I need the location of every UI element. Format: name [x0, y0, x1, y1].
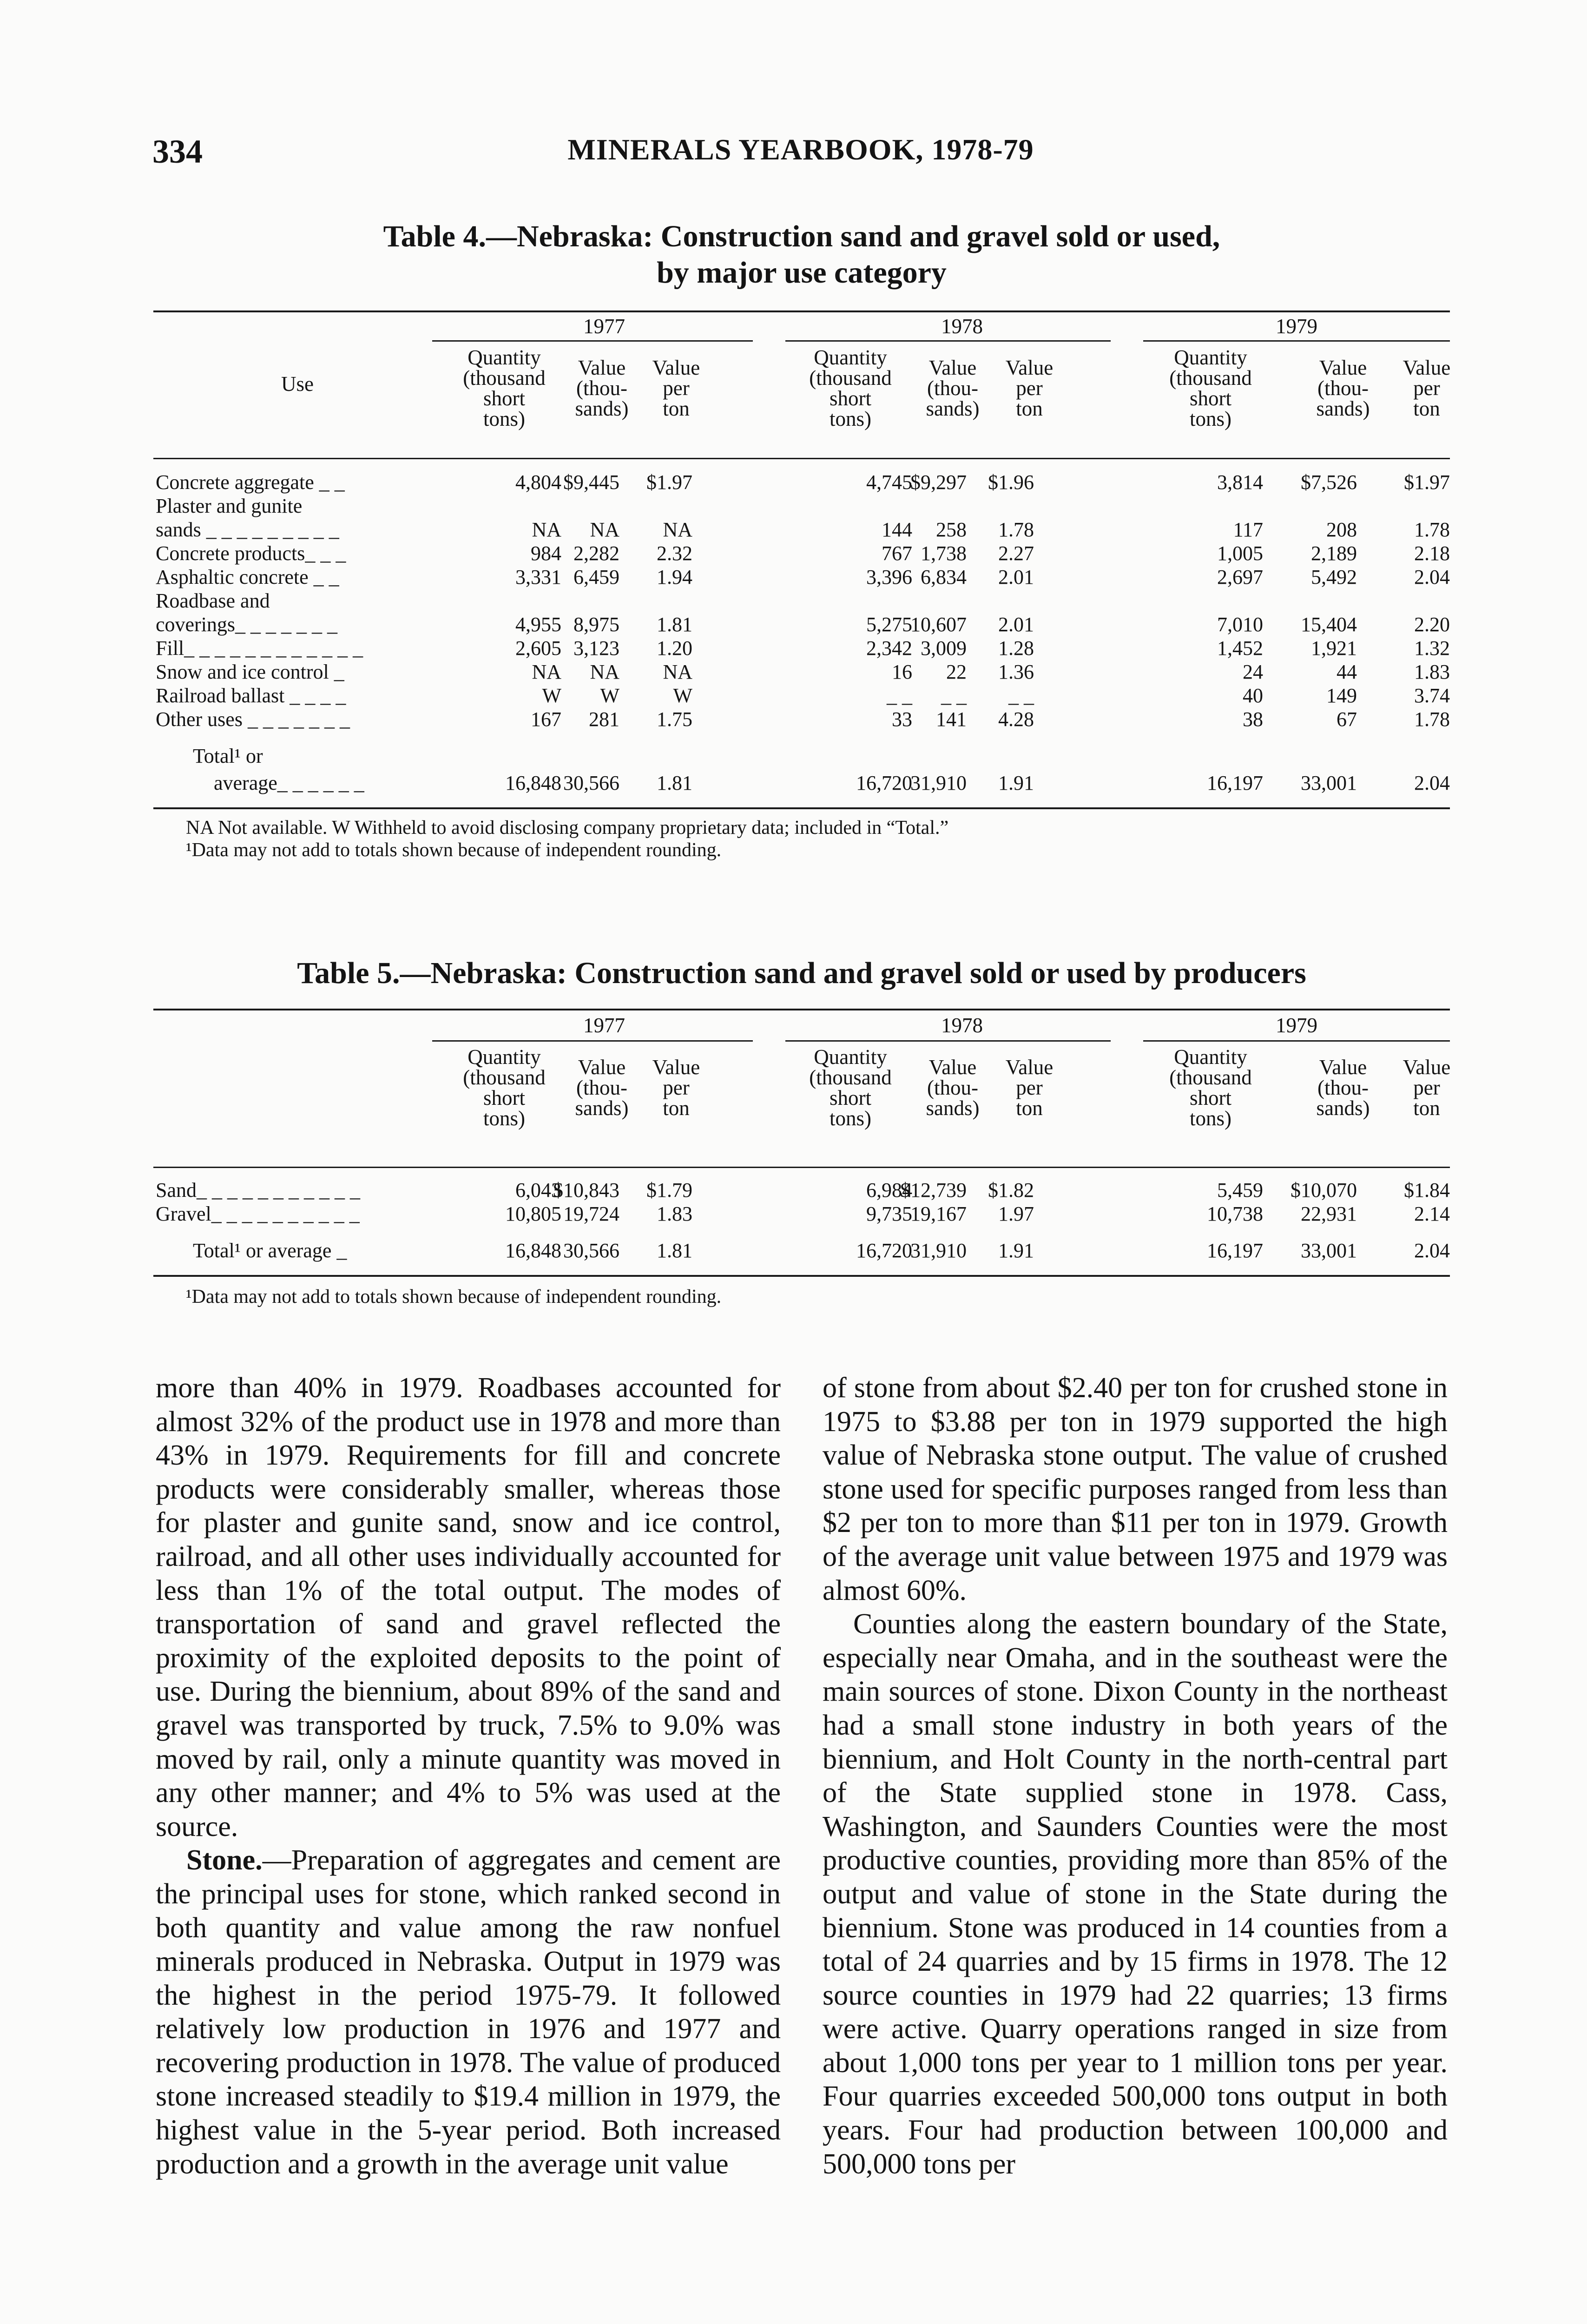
table-cell: 4,804	[515, 471, 561, 494]
table-cell: $1.96	[988, 471, 1034, 494]
column-header-value: Value	[928, 1056, 977, 1079]
row-label: Asphaltic concrete _ _	[156, 566, 339, 588]
column-header-per-ton: Value	[1005, 1056, 1054, 1079]
table5-caption: Table 5.—Nebraska: Construction sand and gravel sold or used by producers	[297, 956, 1306, 990]
column-header-per-ton: Value	[1403, 356, 1451, 379]
table-cell: 1.91	[998, 1239, 1034, 1262]
table-cell: 4,955	[515, 613, 561, 636]
table-cell: 2,605	[515, 637, 561, 660]
table-cell: 16,197	[1207, 772, 1263, 794]
section-lead: Stone.	[186, 1844, 263, 1876]
column-header-per-ton: Value	[652, 1056, 700, 1079]
table-cell: _ _	[941, 684, 967, 707]
table-cell: 1.78	[1414, 708, 1450, 731]
table-cell: 1.75	[657, 708, 692, 731]
table-cell: 1.97	[998, 1202, 1034, 1225]
table-cell: NA	[532, 660, 561, 683]
table-cell: 167	[531, 708, 561, 731]
table-cell: 10,607	[910, 613, 967, 636]
table-cell: 24	[1243, 660, 1263, 683]
column-header-quantity: (thousand	[1169, 1066, 1252, 1089]
page-number: 334	[152, 133, 203, 170]
table-cell: 22,931	[1301, 1202, 1357, 1225]
year-header-1979: 1979	[1276, 315, 1317, 338]
column-header-value: (thou-	[1317, 376, 1369, 400]
table-rule	[153, 1009, 1450, 1010]
table-cell: 208	[1326, 518, 1357, 541]
row-label: Snow and ice control _	[156, 660, 344, 683]
table-cell: 2.27	[998, 542, 1034, 565]
column-header-value: sands)	[1316, 1096, 1370, 1120]
row-label: Plaster and gunite	[156, 495, 303, 517]
table-cell: 16	[892, 660, 912, 683]
table-cell: 1.81	[657, 613, 692, 636]
column-header-per-ton: ton	[663, 1096, 690, 1120]
table-cell: $9,445	[563, 471, 619, 494]
table-cell: 1.20	[657, 637, 692, 660]
paragraph-text: —Preparation of aggregates and cement are the principal uses for stone, which ranked second in both quantity and value among the raw nonfuel minerals produced in Nebraska. Output in 1979 was the highest in the period 1975-79. It followed relatively low production in 1976 and 1977 and recovering production in 1978. The value of produced stone increased steadily to $19.4 million in 1979, the highest value in the 5-year period. Both increased production and a growth in the average unit value	[156, 1844, 781, 2180]
table-cell: 258	[936, 518, 967, 541]
column-header-per-ton: per	[1016, 1076, 1043, 1099]
table-cell: 1.81	[657, 1239, 692, 1262]
row-label: Other uses _ _ _ _ _ _ _	[156, 708, 350, 731]
table-cell: _ _	[1008, 684, 1034, 707]
paragraph	[156, 1843, 781, 2181]
column-header-quantity: short	[1190, 387, 1231, 410]
table-cell: 1.91	[998, 772, 1034, 794]
year-header-1978: 1978	[941, 1014, 983, 1037]
table-cell: 2.01	[998, 566, 1034, 588]
column-header-quantity: (thousand	[463, 1066, 546, 1089]
table-cell: 6,043	[515, 1179, 561, 1202]
table4-footnote: ¹Data may not add to totals shown because of independent rounding.	[186, 839, 722, 861]
table-cell: 31,910	[910, 772, 967, 794]
column-header-per-ton: Value	[652, 356, 700, 379]
table-cell: NA	[590, 660, 619, 683]
table-cell: 2,282	[573, 542, 619, 565]
running-title: MINERALS YEARBOOK, 1978-79	[567, 133, 1034, 166]
table-cell: 7,010	[1217, 613, 1263, 636]
year-header-1979: 1979	[1276, 1014, 1317, 1037]
column-header-quantity: Quantity	[1174, 346, 1247, 369]
table-rule	[785, 1040, 1111, 1042]
column-header-quantity: Quantity	[468, 346, 541, 369]
column-header-per-ton: per	[1413, 1076, 1440, 1099]
column-header-per-ton: ton	[1016, 1096, 1043, 1120]
table-cell: 2.04	[1414, 772, 1450, 794]
column-header-per-ton: ton	[663, 397, 690, 420]
row-label: Roadbase and	[156, 589, 270, 612]
left-text-column	[156, 1371, 781, 2324]
table-rule	[1143, 340, 1450, 342]
paragraph-text: of stone from about $2.40 per ton for crushed stone in 1975 to $3.88 per ton in 1979 supported the high value of Nebraska stone output. The value of crushed stone used for specific purposes ranged from less than $2 per ton to more than $11 per ton in 1979. Growth of the average unit value between 1975 and 1979 was almost 60%.	[823, 1372, 1448, 1606]
column-header-quantity: tons)	[1190, 1107, 1231, 1130]
column-header-value: Value	[928, 356, 977, 379]
table-cell: 1,452	[1217, 637, 1263, 660]
row-label: Sand_ _ _ _ _ _ _ _ _ _ _	[156, 1179, 360, 1202]
table-cell: NA	[532, 518, 561, 541]
row-label: coverings_ _ _ _ _ _ _	[156, 613, 338, 636]
row-label: sands _ _ _ _ _ _ _ _ _	[156, 518, 339, 541]
column-header-value: (thou-	[576, 376, 627, 400]
table-cell: 3.74	[1414, 684, 1450, 707]
table-cell: 1.83	[1414, 660, 1450, 683]
table-cell: $7,526	[1301, 471, 1357, 494]
column-header-value: Value	[1319, 1056, 1367, 1079]
column-header-value: (thou-	[576, 1076, 627, 1099]
table-cell: 5,492	[1311, 566, 1357, 588]
column-header-per-ton: ton	[1413, 1096, 1440, 1120]
table-cell: 2.18	[1414, 542, 1450, 565]
table-cell: 2.04	[1414, 1239, 1450, 1262]
column-header-value: Value	[1319, 356, 1367, 379]
table-cell: 44	[1337, 660, 1357, 683]
paragraph	[823, 1607, 1448, 2181]
table-rule	[1143, 1040, 1450, 1042]
table4-footnote: NA Not available. W Withheld to avoid disclosing company proprietary data; included in “Total.”	[186, 817, 949, 838]
table-cell: 16,848	[505, 772, 561, 794]
total-label: Total¹ or	[193, 745, 263, 767]
column-header-quantity: Quantity	[1174, 1045, 1247, 1069]
table-cell: $1.97	[646, 471, 692, 494]
table-cell: 2.04	[1414, 566, 1450, 588]
table-cell: 1.78	[1414, 518, 1450, 541]
table-rule	[153, 807, 1450, 809]
table-cell: 6,459	[573, 566, 619, 588]
column-header-value: sands)	[926, 1096, 980, 1120]
column-header-per-ton: Value	[1403, 1056, 1451, 1079]
table-cell: 3,331	[515, 566, 561, 588]
column-header-quantity: tons)	[483, 1107, 525, 1130]
table-rule	[153, 1167, 1450, 1168]
table-cell: $9,297	[910, 471, 967, 494]
table-cell: 16,720	[856, 772, 912, 794]
table-cell: 1,005	[1217, 542, 1263, 565]
column-header-value: sands)	[926, 397, 980, 420]
table5-footnote: ¹Data may not add to totals shown because of independent rounding.	[186, 1286, 722, 1307]
table-cell: W	[600, 684, 619, 707]
table-cell: 30,566	[563, 1239, 619, 1262]
table-cell: 149	[1326, 684, 1357, 707]
column-header-value: Value	[578, 356, 626, 379]
table-cell: 5,459	[1217, 1179, 1263, 1202]
table-cell: 2.01	[998, 613, 1034, 636]
table-cell: 1,921	[1311, 637, 1357, 660]
column-header-per-ton: per	[1016, 376, 1043, 400]
column-header-value: sands)	[1316, 397, 1370, 420]
table-cell: 19,167	[910, 1202, 967, 1225]
table-cell: _ _	[887, 684, 912, 707]
table-cell: 40	[1243, 684, 1263, 707]
table-cell: NA	[663, 660, 692, 683]
table-cell: 33,001	[1301, 1239, 1357, 1262]
row-label: Railroad ballast _ _ _ _	[156, 684, 346, 707]
table-cell: $10,070	[1291, 1179, 1357, 1202]
column-header-value: (thou-	[927, 1076, 978, 1099]
column-header-quantity: short	[830, 1086, 871, 1109]
row-label: Gravel_ _ _ _ _ _ _ _ _ _	[156, 1202, 360, 1225]
column-header-per-ton: ton	[1413, 397, 1440, 420]
column-header-quantity: Quantity	[814, 346, 887, 369]
table-cell: 117	[1233, 518, 1263, 541]
column-header-quantity: tons)	[483, 407, 525, 430]
table-cell: 19,724	[563, 1202, 619, 1225]
table-cell: 1.81	[657, 772, 692, 794]
paragraph-text: Counties along the eastern boundary of the State, especially near Omaha, and in the southeast were the main sources of stone. Dixon County in the northeast had a small stone industry in both years of the biennium, and Holt County in the north-central part of the State supplied stone in 1978. Cass, Washington, and Saunders Counties were the most productive counties, providing more than 85% of the output and value of stone in the State during the biennium. Stone was produced in 14 counties from a total of 24 quarries and by 15 firms in 1978. The 12 source counties in 1979 had 22 quarries; 13 firms were active. Quarry operations ranged in size from about 1,000 tons per year to 1 million tons per year. Four quarries exceeded 500,000 tons output in both years. Four had production between 100,000 and 500,000 tons per	[823, 1608, 1448, 2180]
column-header-quantity: (thousand	[809, 1066, 892, 1089]
table-cell: W	[542, 684, 561, 707]
use-column-header: Use	[281, 372, 314, 396]
table-cell: $1.82	[988, 1179, 1034, 1202]
column-header-per-ton: per	[663, 376, 690, 400]
table-cell: 1,738	[921, 542, 967, 565]
table-cell: 16,720	[856, 1239, 912, 1262]
column-header-quantity: tons)	[830, 407, 871, 430]
column-header-value: sands)	[575, 1096, 629, 1120]
table-cell: 22	[946, 660, 967, 683]
column-header-quantity: Quantity	[814, 1045, 887, 1069]
table-cell: 16,197	[1207, 1239, 1263, 1262]
table-cell: 1.94	[657, 566, 692, 588]
table-cell: 3,123	[573, 637, 619, 660]
table-cell: 2.20	[1414, 613, 1450, 636]
table-cell: $12,739	[900, 1179, 967, 1202]
table-cell: 67	[1337, 708, 1357, 731]
column-header-quantity: (thousand	[809, 366, 892, 390]
table-cell: $1.97	[1404, 471, 1450, 494]
table-cell: $1.84	[1404, 1179, 1450, 1202]
table-cell: 1.83	[657, 1202, 692, 1225]
column-header-per-ton: ton	[1016, 397, 1043, 420]
table-cell: 31,910	[910, 1239, 967, 1262]
table-cell: 10,805	[505, 1202, 561, 1225]
table-cell: 1.32	[1414, 637, 1450, 660]
table-rule	[153, 1275, 1450, 1277]
table-cell: $1.79	[646, 1179, 692, 1202]
table-cell: 1.36	[998, 660, 1034, 683]
table-cell: 2,189	[1311, 542, 1357, 565]
table-cell: 141	[936, 708, 967, 731]
table-cell: 6,984	[866, 1179, 912, 1202]
table-cell: 281	[589, 708, 619, 731]
table-cell: $10,843	[553, 1179, 619, 1202]
table-cell: NA	[590, 518, 619, 541]
column-header-quantity: tons)	[830, 1107, 871, 1130]
table-rule	[785, 340, 1111, 342]
total-label: average_ _ _ _ _ _	[214, 772, 364, 794]
table-cell: 10,738	[1207, 1202, 1263, 1225]
column-header-per-ton: Value	[1005, 356, 1054, 379]
table4-caption-line1: Table 4.—Nebraska: Construction sand and gravel sold or used,	[383, 219, 1220, 253]
table-cell: 2,697	[1217, 566, 1263, 588]
table-cell: 30,566	[563, 772, 619, 794]
table-cell: 9,735	[866, 1202, 912, 1225]
paragraph	[823, 1371, 1448, 1607]
column-header-quantity: short	[483, 387, 525, 410]
table4-caption-line2: by major use category	[657, 256, 947, 290]
column-header-value: sands)	[575, 397, 629, 420]
column-header-per-ton: per	[1413, 376, 1440, 400]
table-cell: 33,001	[1301, 772, 1357, 794]
row-label: Concrete aggregate _ _	[156, 471, 345, 494]
table-cell: 38	[1243, 708, 1263, 731]
paragraph-text: more than 40% in 1979. Roadbases accounted for almost 32% of the product use in 1978 and more than 43% in 1979. Requirements for fill and concrete products were considerably smaller, whereas those for plaster and gunite sand, snow and ice control, railroad, and all other uses individually accounted for less than 1% of the total output. The modes of transportation of sand and gravel reflected the proximity of the exploited deposits to the point of use. During the biennium, about 89% of the sand and gravel was transported by truck, 7.5% to 9.0% was moved by rail, only a minute quantity was moved in any other manner; and 4% to 5% was used at the source.	[156, 1372, 781, 1842]
column-header-value: (thou-	[1317, 1076, 1369, 1099]
table-rule	[153, 458, 1450, 459]
table-cell: 8,975	[573, 613, 619, 636]
column-header-quantity: tons)	[1190, 407, 1231, 430]
table-cell: 3,396	[866, 566, 912, 588]
column-header-quantity: (thousand	[463, 366, 546, 390]
running-header	[152, 132, 1449, 184]
table-cell: 2.14	[1414, 1202, 1450, 1225]
table-cell: W	[673, 684, 692, 707]
table-cell: 2.32	[657, 542, 692, 565]
column-header-value: Value	[578, 1056, 626, 1079]
column-header-per-ton: per	[663, 1076, 690, 1099]
table-cell: 4,745	[866, 471, 912, 494]
table-cell: 144	[882, 518, 912, 541]
year-header-1977: 1977	[583, 315, 625, 338]
table-cell: 984	[531, 542, 561, 565]
table-rule	[432, 340, 753, 342]
table-rule	[153, 310, 1450, 312]
table-cell: 6,834	[921, 566, 967, 588]
total-label: Total¹ or average _	[193, 1239, 347, 1262]
column-header-quantity: (thousand	[1169, 366, 1252, 390]
table-cell: 4.28	[998, 708, 1034, 731]
right-text-column	[823, 1371, 1448, 2324]
table-cell: 3,009	[921, 637, 967, 660]
column-header-quantity: short	[1190, 1086, 1231, 1109]
year-header-1978: 1978	[941, 315, 983, 338]
table-cell: 1.78	[998, 518, 1034, 541]
table-cell: 2,342	[866, 637, 912, 660]
table-cell: NA	[663, 518, 692, 541]
table-cell: 1.28	[998, 637, 1034, 660]
table-rule	[432, 1040, 753, 1042]
year-header-1977: 1977	[583, 1014, 625, 1037]
column-header-quantity: Quantity	[468, 1045, 541, 1069]
row-label: Fill_ _ _ _ _ _ _ _ _ _ _ _	[156, 637, 363, 660]
table-cell: 3,814	[1217, 471, 1263, 494]
table-cell: 15,404	[1301, 613, 1357, 636]
table-cell: 16,848	[505, 1239, 561, 1262]
column-header-quantity: short	[483, 1086, 525, 1109]
row-label: Concrete products_ _ _	[156, 542, 346, 565]
paragraph	[156, 1371, 781, 1843]
column-header-quantity: short	[830, 387, 871, 410]
table-cell: 767	[882, 542, 912, 565]
column-header-value: (thou-	[927, 376, 978, 400]
table-cell: 5,275	[866, 613, 912, 636]
table-cell: 33	[892, 708, 912, 731]
